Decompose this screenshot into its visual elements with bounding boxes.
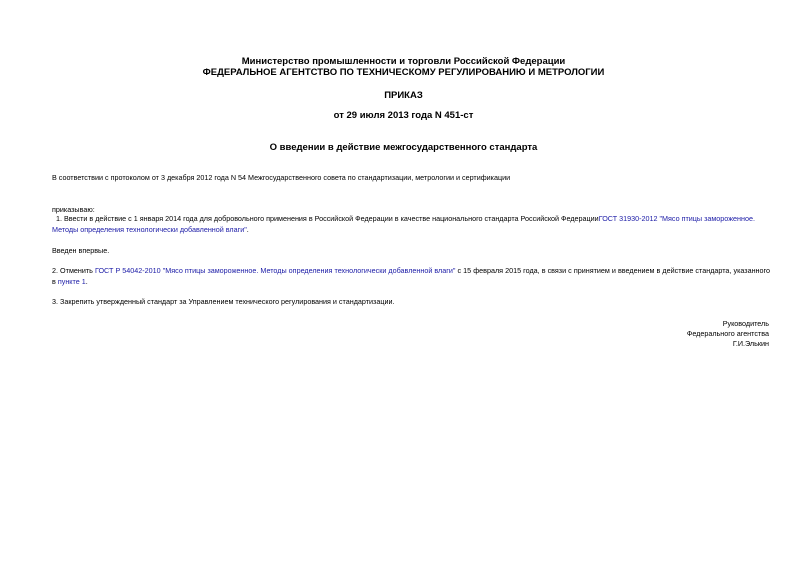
item-2-paragraph: [52, 265, 770, 287]
document-subject: О введении в действие межгосударственного стандарта: [269, 142, 538, 153]
gost-r-54042-link[interactable]: ГОСТ Р 54042-2010 "Мясо птицы замороженное. Методы определения технологически добавленной влаги": [94, 266, 456, 275]
item-2-end: .: [85, 277, 88, 286]
document-type: ПРИКАЗ: [384, 90, 423, 101]
ministry-title: Министерство промышленности и торговли Российской Федерации: [241, 56, 566, 67]
item-3-paragraph: 3. Закрепить утвержденный стандарт за Управлением технического регулирования и стандартизации.: [52, 297, 395, 306]
gost-31930-link[interactable]: ГОСТ 31930-2012 "Мясо птицы замороженное. Методы определения технологически добавленной влаги": [52, 214, 755, 234]
document-date-number: от 29 июля 2013 года N 451-ст: [333, 110, 474, 121]
basis-paragraph: В соответствии с протоколом от 3 декабря 2012 года N 54 Межгосударственного совета по стандартизации, метрологии и сертификации: [52, 173, 511, 182]
order-word: приказываю:: [52, 205, 95, 214]
item-2-text: 2. Отменить: [52, 266, 95, 275]
signature-organization: Федерального агентства: [686, 329, 769, 338]
item-1-end: .: [246, 225, 249, 234]
item-1-paragraph: [52, 213, 770, 235]
signature-title: Руководитель: [722, 319, 769, 328]
signature-name: Г.И.Элькин: [732, 339, 769, 348]
introduced-note: Введен впервые.: [52, 246, 110, 255]
item-1-text: 1. Ввести в действие с 1 января 2014 года для добровольного применения в Российской Федерации в качестве национального стандарта Российской Федерации: [56, 214, 599, 223]
item-1-reference-link[interactable]: пункте 1: [57, 277, 86, 286]
item-2-middle: с 15 февраля 2015 года, в связи с принятием и введением в действие стандарта, указанного в: [52, 266, 770, 286]
agency-title: ФЕДЕРАЛЬНОЕ АГЕНТСТВО ПО ТЕХНИЧЕСКОМУ РЕГУЛИРОВАНИЮ И МЕТРОЛОГИИ: [202, 67, 605, 78]
